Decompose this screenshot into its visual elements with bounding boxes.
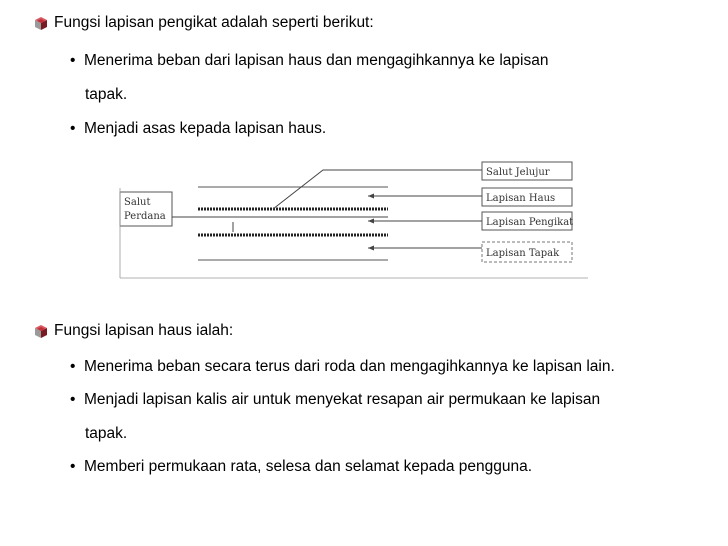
bullet-dot: • xyxy=(70,120,76,137)
label-lapisan-tapak: Lapisan Tapak xyxy=(486,248,560,259)
bullet-dot: • xyxy=(70,458,76,475)
section1-bullet-1-cont: tapak. xyxy=(85,86,128,103)
section1-heading-text: Fungsi lapisan pengikat adalah seperti berikut: xyxy=(54,14,374,31)
section2-heading-text: Fungsi lapisan haus ialah: xyxy=(54,322,234,339)
section2-bullet-2 xyxy=(70,391,600,409)
leader-salut-jelujur xyxy=(273,170,482,209)
label-lapisan-pengikat: Lapisan Pengikat xyxy=(486,217,574,228)
section1-heading xyxy=(34,14,374,32)
section1-bullet-1 xyxy=(70,52,548,70)
section1-bullet-1-text: Menerima beban dari lapisan haus dan mengagihkannya ke lapisan xyxy=(84,52,549,69)
bullet-dot: • xyxy=(70,358,76,375)
section1-bullet-2-text: Menjadi asas kepada lapisan haus. xyxy=(84,120,327,137)
bullet-dot: • xyxy=(70,52,76,69)
bullet-dot: • xyxy=(70,391,76,408)
section2-bullet-2-cont: tapak. xyxy=(85,425,128,442)
section2-bullet-3-text: Memberi permukaan rata, selesa dan selamat kepada pengguna. xyxy=(84,458,533,475)
left-label-line2: Perdana xyxy=(124,211,166,222)
label-lapisan-haus: Lapisan Haus xyxy=(486,193,556,204)
section2-bullet-2-text: Menjadi lapisan kalis air untuk menyekat resapan air permukaan ke lapisan xyxy=(84,391,601,408)
label-salut-jelujur: Salut Jelujur xyxy=(486,167,550,178)
bullet-cube-icon xyxy=(34,325,48,338)
section2-bullet-3 xyxy=(70,458,532,476)
section1-bullet-2 xyxy=(70,120,326,138)
section2-bullet-1-text: Menerima beban secara terus dari roda dan mengagihkannya ke lapisan lain. xyxy=(84,358,615,375)
section2-bullet-1 xyxy=(70,358,615,376)
section2-heading xyxy=(34,322,233,340)
pavement-layer-diagram xyxy=(118,160,590,280)
left-label-line1: Salut xyxy=(124,197,151,208)
bullet-cube-icon xyxy=(34,17,48,30)
